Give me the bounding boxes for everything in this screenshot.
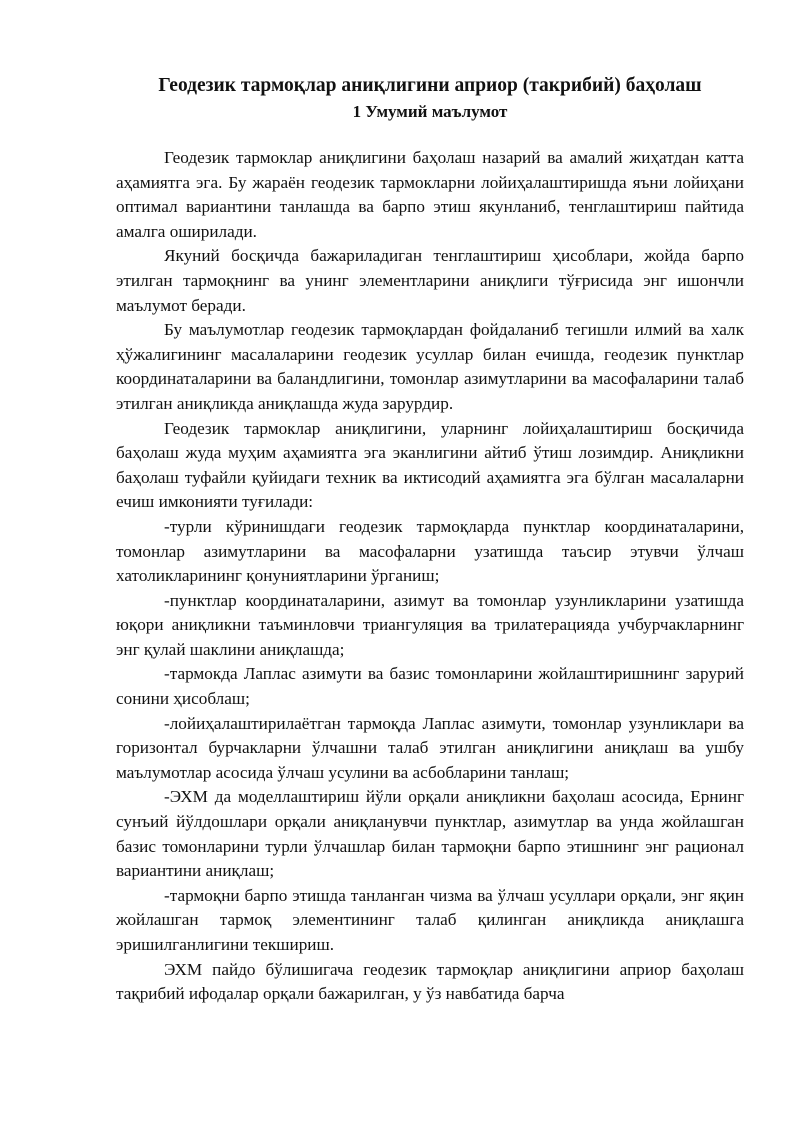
- list-item: -ЭХМ да моделлаштириш йўли орқали аниқликни баҳолаш асосида, Ернинг сунъий йўлдошлари орқали аниқланувчи пунктлар, азимутлар ва унда жойлашган базис томонларини турли ўлчашлар билан тармоқни барпо этишнинг энг рационал вариантини аниқлаш;: [116, 787, 744, 881]
- paragraph: Бу маълумотлар геодезик тармоқлардан фойдаланиб тегишли илмий ва халк ҳўжалигининг масалаларини геодезик усуллар билан ечишда, геодезик пунктлар координаталарини ва баландлигини, томонлар азимутларини ва масофаларини талаб этилган аниқликда аниқлашда жуда зарурдир.: [116, 320, 744, 413]
- document-title: Геодезик тармоқлар аниқлигини априор (такрибий) баҳолаш: [158, 75, 702, 96]
- paragraph: ЭХМ пайдо бўлишигача геодезик тармоқлар аниқлигини априор баҳолаш тақрибий ифодалар орқали бажарилган, у ўз навбатида барча: [116, 959, 744, 1004]
- document-page: [116, 72, 744, 1007]
- list-item: -лойиҳалаштирилаётган тармоқда Лаплас азимути, томонлар узунликлари ва горизонтал бурчакларни ўлчашни талаб этилган аниқлигини аниқлаш ва ушбу маълумотлар асосида ўлчаш усулини ва асбобларини танлаш;: [116, 713, 744, 782]
- paragraph: Геодезик тармоклар аниқлигини, уларнинг лойиҳалаштириш босқичида баҳолаш жуда муҳим аҳамиятга эга эканлигини айтиб ўтиш лозимдир. Аниқликни баҳолаш туфайли қуйидаги техник ва иктисодий аҳамиятга эга бўлган масалаларни ечиш имконияти туғилади:: [116, 418, 744, 512]
- list-item: -турли кўринишдаги геодезик тармоқларда пунктлар координаталарини, томонлар азимутларини ва масофаларни узатишда таъсир этувчи ўлчаш хатоликларининг қонуниятларини ўрганиш;: [116, 516, 744, 586]
- list-item: -пунктлар координаталарини, азимут ва томонлар узунликларини узатишда юқори аниқликни таъминловчи триангуляция ва трилатерацияда учбурчакларнинг энг қулай шаклини аниқлашда;: [116, 590, 744, 659]
- list-item: -тармокда Лаплас азимути ва базис томонларини жойлаштиришнинг зарурий сонини ҳисоблаш;: [116, 664, 744, 709]
- paragraph: Якуний босқичда бажариладиган тенглаштириш ҳисоблари, жойда барпо этилган тармоқнинг ва унинг элементларини аниқлиги тўғрисида энг ишончли маълумот беради.: [116, 246, 744, 315]
- list-item: -тармоқни барпо этишда танланган чизма ва ўлчаш усуллари орқали, энг яқин жойлашган тармоқ элементининг талаб қилинган аниқликда аниқлашга эришилганлигини текшириш.: [116, 885, 744, 954]
- paragraph: Геодезик тармоклар аниқлигини баҳолаш назарий ва амалий жиҳатдан катта аҳамиятга эга. Бу жараён геодезик тармокларни лойиҳалаштиришда яъни лойиҳани оптимал вариантини танлашда ва барпо этиш якунланиб, тенглаштириш пайтида амалга оширилади.: [116, 148, 744, 241]
- section-heading: 1 Умумий маълумот: [352, 102, 508, 121]
